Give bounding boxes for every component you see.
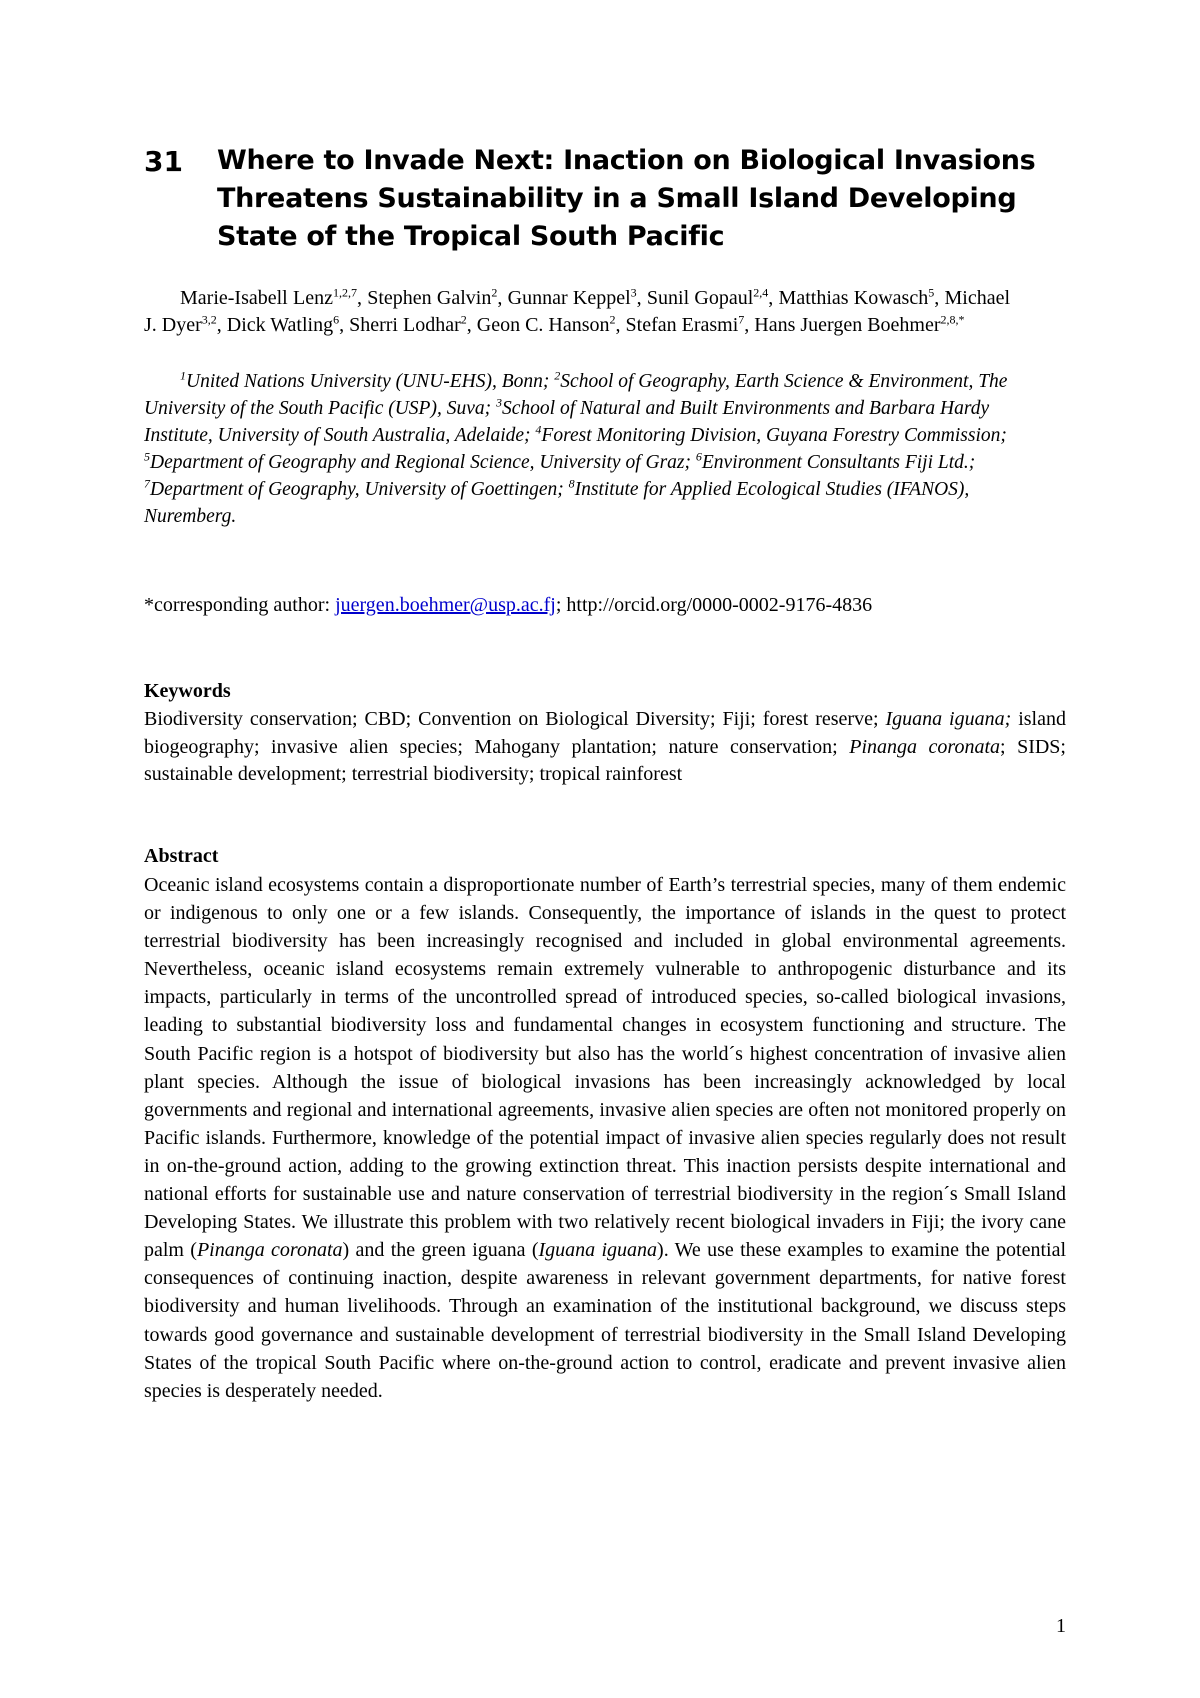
affiliation-text: Environment Consultants Fiji Ltd.; <box>701 452 976 473</box>
author-name: Geon C. Hanson <box>476 314 610 336</box>
author-name: Dick Watling <box>226 314 334 336</box>
author-affiliation-mark: 1,2,7 <box>332 285 357 300</box>
author-separator: , <box>339 314 350 336</box>
author-affiliation-mark: 6 <box>333 312 340 327</box>
affiliation-mark: 4 <box>535 422 542 437</box>
affiliation-text: Department of Geography, University of Goettingen; <box>150 479 569 500</box>
author-name: Michael J. Dyer <box>144 287 1011 336</box>
author-separator: , <box>744 314 755 336</box>
author-separator: , <box>466 314 477 336</box>
affiliation-text: United Nations University (UNU-EHS), Bonn; <box>186 371 555 392</box>
affiliation-text: Department of Geography and Regional Science, University of Graz; <box>150 452 696 473</box>
author-affiliation-mark: 2 <box>491 285 498 300</box>
text-run: ; SIDS; sustainable development; terrestrial biodiversity; tropical rainforest <box>144 735 1066 785</box>
author-affiliation-mark: 7 <box>738 312 745 327</box>
author-name: Marie-Isabell Lenz <box>180 287 333 309</box>
species-name: Pinanga coronata <box>849 735 1001 758</box>
abstract-heading: Abstract <box>144 845 219 867</box>
corresponding-prefix: *corresponding author: <box>144 594 336 616</box>
email-link[interactable]: juergen.boehmer@usp.ac.fj <box>335 594 556 616</box>
text-run: Biodiversity conservation; CBD; Convention on Biological Diversity; Fiji; forest reserve; <box>144 708 886 730</box>
text-run: ) and the green iguana ( <box>342 1239 539 1262</box>
author-affiliation-mark: 2,4 <box>753 285 769 300</box>
author-affiliation-mark: 3 <box>630 285 637 300</box>
affiliation-mark: 6 <box>695 449 702 464</box>
author-name: Gunnar Keppel <box>507 287 631 309</box>
author-name: Sherri Lodhar <box>349 314 461 336</box>
affiliation-text: School of Natural and Built Environments and Barbara Hardy Institute, University of South Australia, Adelaide; <box>144 398 990 446</box>
author-separator: , <box>356 287 368 309</box>
affiliation-mark: 1 <box>180 368 186 383</box>
chapter-number: 31 <box>144 145 183 178</box>
text-run: ). We use these examples to examine the potential consequences of continuing inaction, despite awareness in relevant government departments, for native forest biodiversity and human livelihoods. Through an examination of the institutional background, we discuss steps towards good governance and sustainable development of terrestrial biodiversity in the Small Island Developing States of the tropical South Pacific where on-the-ground action to control, eradicate and prevent invasive alien species is desperately needed. <box>144 1239 1067 1402</box>
text-run: island biogeography; invasive alien species; Mahogany plantation; nature conservation; <box>144 708 1066 758</box>
species-name: Iguana iguana <box>538 1239 658 1262</box>
keywords-body <box>144 706 1066 789</box>
author-affiliation-mark: 2,8,* <box>940 312 965 327</box>
affiliation-text: School of Geography, Earth Science & Environment, The University of the South Pacific (USP), Suva; <box>144 371 1008 419</box>
author-affiliation-mark: 2 <box>609 312 616 327</box>
author-affiliation-mark: 3,2 <box>201 312 217 327</box>
keywords-heading: Keywords <box>144 680 231 702</box>
chapter-title: Where to Invade Next: Inaction on Biological Invasions Threatens Sustainability in a Small Island Developing State of the Tropical South Pacific <box>217 145 1036 252</box>
author-separator: , <box>615 314 626 336</box>
author-name: Stefan Erasmi <box>625 314 739 336</box>
author-affiliation-mark: 5 <box>928 285 935 300</box>
affiliation-mark: 3 <box>496 395 502 410</box>
text-run: Oceanic island ecosystems contain a disproportionate number of Earth’s terrestrial species, many of them endemic or indigenous to only one or a few islands. Consequently, the importance of islands in the quest to protect terrestrial biodiversity has been increasingly recognised and included in global environmental agreements. Nevertheless, oceanic island ecosystems remain extremely vulnerable to anthropogenic disturbance and its impacts, particularly in terms of the uncontrolled spread of introduced species, so-called biological invasions, leading to substantial biodiversity loss and fundamental changes in ecosystem functioning and structure. The South Pacific region is a hotspot of biodiversity but also has the world´s highest concentration of invasive alien plant species. Although the issue of biological invasions has been increasingly acknowledged by local governments and regional and international agreements, invasive alien species are often not monitored properly on Pacific islands. Furthermore, knowledge of the potential impact of invasive alien species regularly does not result in on-the-ground action, adding to the growing extinction threat. This inaction persists despite international and national efforts for sustainable use and nature conservation of terrestrial biodiversity in the region´s Small Island Developing States. We illustrate this problem with two relatively recent biological invaders in Fiji; the ivory cane palm ( <box>144 874 1066 1262</box>
author-separator: , <box>934 287 945 309</box>
author-name: Matthias Kowasch <box>778 287 929 309</box>
author-separator: , <box>636 287 647 309</box>
abstract-body <box>144 871 1066 1405</box>
orcid-text: ; http://orcid.org/0000-0002-9176-4836 <box>555 594 873 616</box>
author-name: Sunil Gopaul <box>646 287 754 309</box>
author-separator: , <box>497 287 508 309</box>
author-name: Hans Juergen Boehmer <box>754 314 941 336</box>
species-name: Pinanga coronata <box>196 1239 343 1262</box>
affiliation-mark: 2 <box>554 368 561 383</box>
author-separator: , <box>216 314 227 336</box>
affiliation-list <box>144 368 1010 530</box>
chapter-heading <box>144 142 1044 256</box>
author-list <box>144 285 1010 339</box>
corresponding-author <box>144 592 1054 619</box>
affiliation-mark: 5 <box>144 449 150 464</box>
affiliation-mark: 7 <box>144 476 150 491</box>
affiliation-text: Institute for Applied Ecological Studies (IFANOS), Nuremberg. <box>144 479 970 527</box>
page-number: 1 <box>1056 1615 1066 1637</box>
author-name: Stephen Galvin <box>367 287 492 309</box>
affiliation-mark: 8 <box>568 476 575 491</box>
author-affiliation-mark: 2 <box>460 312 467 327</box>
species-name: Iguana iguana; <box>885 708 1012 730</box>
author-separator: , <box>768 287 779 309</box>
affiliation-text: Forest Monitoring Division, Guyana Forestry Commission; <box>541 425 1007 446</box>
